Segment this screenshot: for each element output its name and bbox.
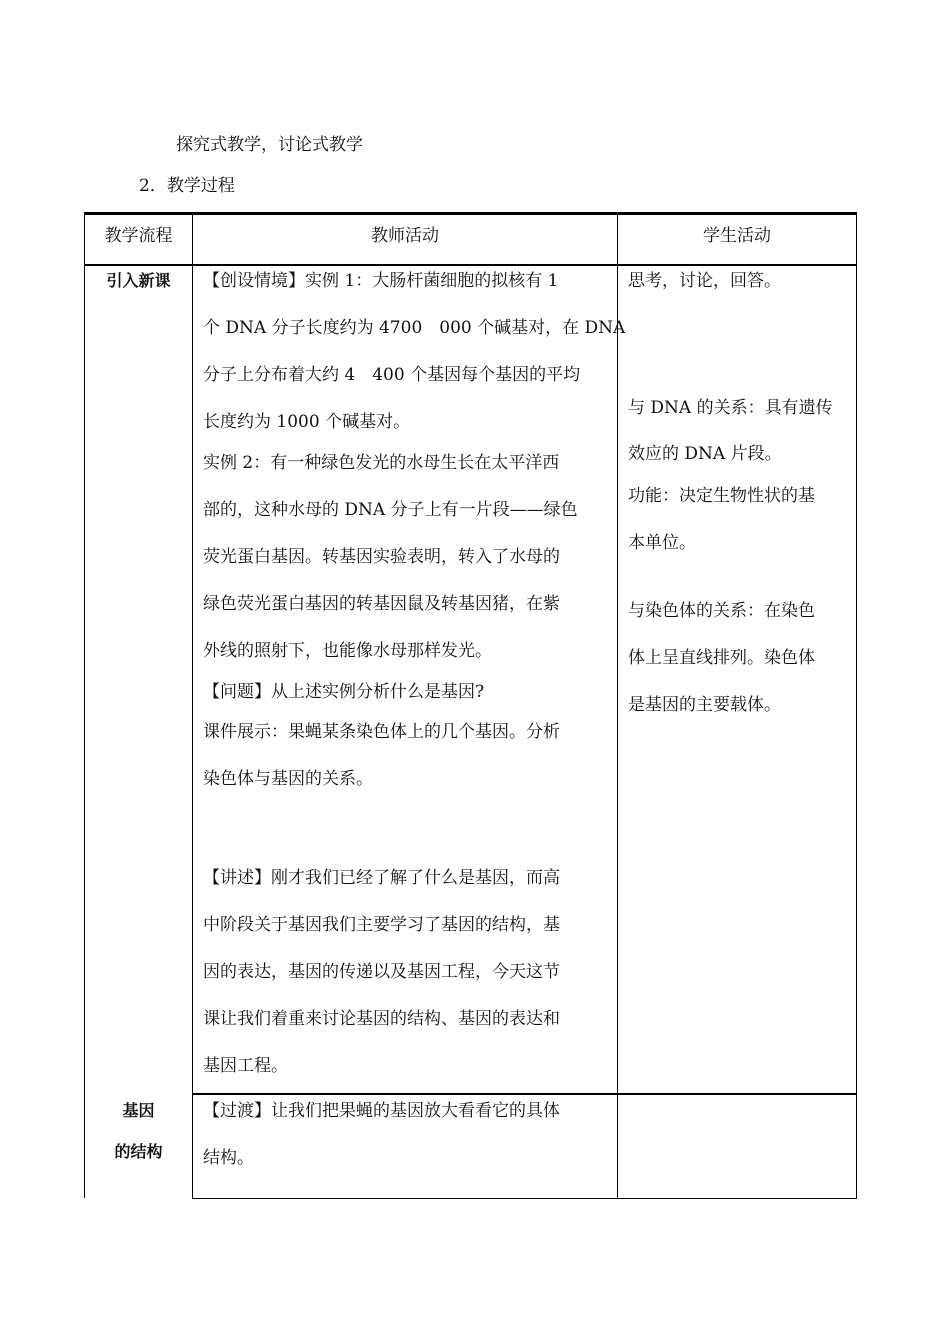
student-line: 效应的 DNA 片段。 [628, 444, 782, 464]
student-line: 本单位。 [628, 533, 696, 553]
teacher-line: 课让我们着重来讨论基因的结构、基因的表达和 [203, 1009, 560, 1029]
left-border [84, 214, 85, 1198]
right-border [856, 214, 857, 1199]
teacher-line: 中阶段关于基因我们主要学习了基因的结构，基 [203, 915, 560, 935]
teacher-line: 【问题】从上述实例分析什么是基因? [203, 682, 485, 702]
teacher-line: 基因工程。 [203, 1056, 288, 1076]
row2-bottom-rule [192, 1198, 857, 1199]
col-divider-1 [192, 214, 193, 1199]
teacher-line: 因的表达，基因的传递以及基因工程，今天这节 [203, 962, 560, 982]
process-heading: 2．教学过程 [139, 176, 235, 196]
teacher-line: 部的，这种水母的 DNA 分子上有一片段——绿色 [203, 500, 578, 520]
teacher-line: 绿色荧光蛋白基因的转基因鼠及转基因猪，在紫 [203, 594, 560, 614]
teacher-line: 实例 2：有一种绿色发光的水母生长在太平洋西 [203, 453, 560, 473]
table-top-rule [84, 212, 857, 215]
teacher-line: 染色体与基因的关系。 [203, 769, 373, 789]
stage-gene-structure-line2: 的结构 [114, 1142, 163, 1161]
student-line: 思考，讨论，回答。 [628, 271, 781, 291]
teacher-line: 分子上分布着大约 4 400 个基因每个基因的平均 [203, 365, 581, 385]
teacher-line: 长度约为 1000 个碱基对。 [203, 412, 411, 432]
stage-intro: 引入新课 [106, 271, 171, 290]
stage-gene-structure-line1: 基因 [122, 1101, 155, 1120]
teacher-line: 荧光蛋白基因。转基因实验表明，转入了水母的 [203, 547, 560, 567]
teacher-line: 结构。 [203, 1148, 254, 1168]
teacher-line: 【创设情境】实例 1：大肠杆菌细胞的拟核有 1 [203, 271, 559, 291]
teacher-line: 课件展示：果蝇某条染色体上的几个基因。分析 [203, 722, 560, 742]
col-divider-2 [617, 214, 618, 1199]
student-line: 体上呈直线排列。染色体 [628, 648, 815, 668]
teacher-line: 个 DNA 分子长度约为 4700 000 个碱基对，在 DNA [203, 318, 626, 338]
student-line: 与 DNA 的关系：具有遗传 [628, 398, 833, 418]
header-student-activity: 学生活动 [703, 226, 771, 246]
header-teacher-activity: 教师活动 [371, 226, 439, 246]
teacher-line: 【过渡】让我们把果蝇的基因放大看看它的具体 [203, 1101, 560, 1121]
teacher-line: 【讲述】刚才我们已经了解了什么是基因，而高 [203, 868, 560, 888]
teacher-line: 外线的照射下，也能像水母那样发光。 [203, 641, 492, 661]
student-line: 功能：决定生物性状的基 [628, 486, 815, 506]
header-bottom-rule [84, 264, 857, 266]
row1-bottom-rule [192, 1093, 857, 1095]
student-line: 是基因的主要载体。 [628, 695, 781, 715]
student-line: 与染色体的关系：在染色 [628, 601, 815, 621]
header-stage: 教学流程 [104, 226, 173, 246]
teaching-method-text: 探究式教学，讨论式教学 [176, 135, 363, 155]
